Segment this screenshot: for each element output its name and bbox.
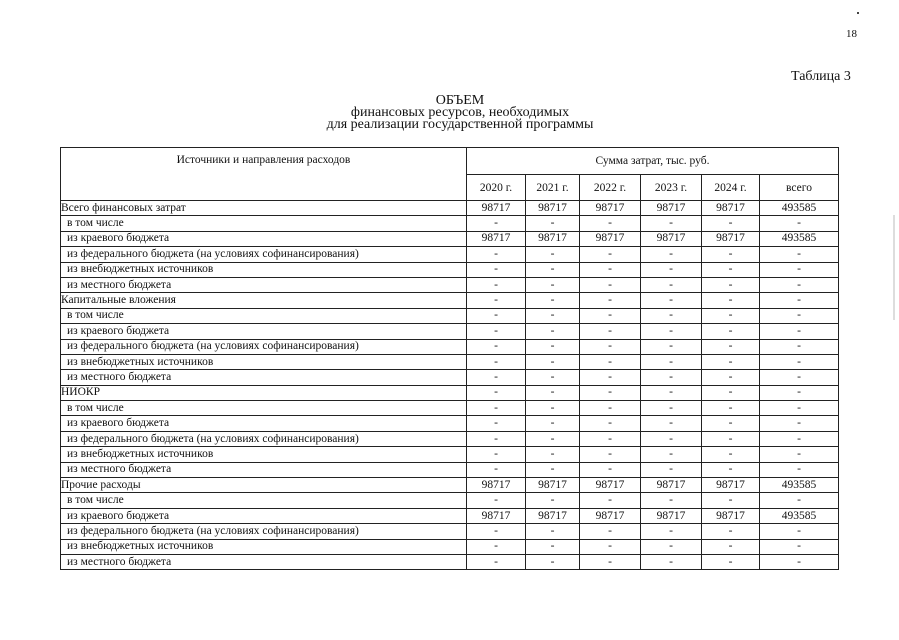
row-value: -: [526, 447, 580, 462]
row-label: Всего финансовых затрат: [61, 201, 467, 216]
table-row: [61, 508, 839, 523]
row-value: -: [641, 431, 702, 446]
row-value: -: [467, 216, 526, 231]
row-value: -: [760, 554, 839, 569]
row-value: -: [760, 539, 839, 554]
row-label: из местного бюджета: [61, 554, 467, 569]
row-value: -: [641, 277, 702, 292]
row-value: -: [702, 431, 760, 446]
row-label: в том числе: [61, 493, 467, 508]
header-year-1: 2021 г.: [526, 175, 580, 201]
row-value: -: [467, 524, 526, 539]
row-value: -: [760, 416, 839, 431]
table-row: [61, 416, 839, 431]
row-value: -: [467, 431, 526, 446]
row-value: -: [580, 354, 641, 369]
row-value: -: [702, 401, 760, 416]
row-label: из федерального бюджета (на условиях софинансирования): [61, 247, 467, 262]
row-value: -: [641, 493, 702, 508]
table-row: [61, 478, 839, 493]
row-value: 98717: [641, 201, 702, 216]
table-row: [61, 524, 839, 539]
row-value: -: [580, 524, 641, 539]
row-value: 98717: [526, 508, 580, 523]
table-row: [61, 231, 839, 246]
row-value: 493585: [760, 201, 839, 216]
row-value: -: [580, 262, 641, 277]
row-value: -: [641, 216, 702, 231]
row-value: 98717: [580, 231, 641, 246]
row-value: 98717: [580, 508, 641, 523]
row-value: -: [760, 447, 839, 462]
row-label: из внебюджетных источников: [61, 539, 467, 554]
row-value: -: [760, 493, 839, 508]
header-year-4: 2024 г.: [702, 175, 760, 201]
row-value: 98717: [526, 478, 580, 493]
row-value: 98717: [641, 231, 702, 246]
row-value: 98717: [526, 201, 580, 216]
row-value: -: [467, 262, 526, 277]
row-value: -: [641, 354, 702, 369]
row-value: -: [526, 324, 580, 339]
row-label: из федерального бюджета (на условиях софинансирования): [61, 431, 467, 446]
row-label: из внебюджетных источников: [61, 447, 467, 462]
row-value: -: [467, 539, 526, 554]
row-value: -: [580, 247, 641, 262]
table-row: [61, 324, 839, 339]
row-value: -: [580, 539, 641, 554]
table-label: Таблица 3: [791, 69, 851, 84]
row-label: из краевого бюджета: [61, 508, 467, 523]
row-value: -: [760, 339, 839, 354]
row-value: -: [580, 493, 641, 508]
row-value: -: [467, 493, 526, 508]
table-row: [61, 554, 839, 569]
title-line-3: для реализации государственной программы: [326, 117, 594, 132]
table-row: [61, 354, 839, 369]
table-row: [61, 431, 839, 446]
table-header: [61, 148, 839, 201]
table-row: [61, 201, 839, 216]
header-year-2: 2022 г.: [580, 175, 641, 201]
row-value: -: [467, 554, 526, 569]
row-value: -: [580, 385, 641, 400]
row-label: из федерального бюджета (на условиях софинансирования): [61, 524, 467, 539]
row-value: -: [702, 262, 760, 277]
row-value: -: [760, 247, 839, 262]
row-value: -: [526, 262, 580, 277]
row-label: в том числе: [61, 216, 467, 231]
row-value: 493585: [760, 508, 839, 523]
row-value: -: [641, 524, 702, 539]
row-value: -: [526, 339, 580, 354]
row-value: -: [641, 462, 702, 477]
row-value: -: [702, 216, 760, 231]
row-label: НИОКР: [61, 385, 467, 400]
row-value: -: [641, 539, 702, 554]
row-value: -: [760, 385, 839, 400]
row-value: -: [702, 293, 760, 308]
row-label: из внебюджетных источников: [61, 354, 467, 369]
row-value: -: [467, 462, 526, 477]
table-row: [61, 293, 839, 308]
title-block: [300, 95, 620, 131]
row-value: -: [467, 354, 526, 369]
row-value: -: [580, 416, 641, 431]
row-value: 98717: [467, 231, 526, 246]
row-value: 98717: [702, 478, 760, 493]
row-value: -: [641, 385, 702, 400]
row-value: 98717: [702, 231, 760, 246]
row-value: -: [702, 524, 760, 539]
row-value: -: [467, 370, 526, 385]
row-value: -: [702, 247, 760, 262]
row-value: 98717: [526, 231, 580, 246]
row-value: -: [641, 447, 702, 462]
row-value: -: [526, 431, 580, 446]
row-label: Прочие расходы: [61, 478, 467, 493]
row-value: -: [702, 385, 760, 400]
header-year-3: 2023 г.: [641, 175, 702, 201]
header-costs: Сумма затрат, тыс. руб.: [467, 148, 839, 175]
row-label: в том числе: [61, 401, 467, 416]
row-value: -: [760, 324, 839, 339]
row-value: -: [526, 293, 580, 308]
row-value: -: [580, 462, 641, 477]
row-value: -: [580, 277, 641, 292]
title-line-2: финансовых ресурсов, необходимых: [350, 105, 570, 120]
row-value: 493585: [760, 478, 839, 493]
row-value: 98717: [641, 478, 702, 493]
row-value: -: [760, 370, 839, 385]
row-value: -: [641, 262, 702, 277]
row-value: -: [760, 277, 839, 292]
row-value: -: [702, 354, 760, 369]
row-value: -: [702, 324, 760, 339]
row-value: -: [641, 247, 702, 262]
row-value: -: [467, 293, 526, 308]
row-value: -: [580, 401, 641, 416]
table-row: [61, 539, 839, 554]
row-value: 98717: [467, 508, 526, 523]
table-body: [61, 201, 839, 570]
row-value: -: [702, 308, 760, 323]
row-label: из местного бюджета: [61, 462, 467, 477]
row-value: 98717: [580, 478, 641, 493]
row-value: -: [526, 493, 580, 508]
row-value: -: [467, 339, 526, 354]
row-value: 98717: [702, 201, 760, 216]
row-value: -: [702, 554, 760, 569]
row-value: -: [760, 216, 839, 231]
row-value: -: [467, 385, 526, 400]
row-value: -: [760, 462, 839, 477]
row-value: -: [641, 339, 702, 354]
row-value: -: [526, 308, 580, 323]
row-value: -: [641, 554, 702, 569]
row-value: -: [467, 324, 526, 339]
row-value: -: [526, 370, 580, 385]
table-row: [61, 247, 839, 262]
row-value: -: [467, 308, 526, 323]
row-value: -: [467, 277, 526, 292]
row-value: -: [526, 247, 580, 262]
row-value: -: [760, 431, 839, 446]
row-label: из местного бюджета: [61, 277, 467, 292]
row-value: -: [702, 493, 760, 508]
row-label: из внебюджетных источников: [61, 262, 467, 277]
row-value: -: [760, 262, 839, 277]
finance-table: [60, 147, 839, 570]
row-value: 98717: [641, 508, 702, 523]
row-value: -: [580, 447, 641, 462]
row-value: -: [641, 416, 702, 431]
table-row: [61, 462, 839, 477]
row-value: -: [580, 554, 641, 569]
row-value: -: [580, 324, 641, 339]
row-value: -: [760, 354, 839, 369]
scan-edge: [893, 215, 895, 320]
row-value: -: [526, 524, 580, 539]
row-label: из краевого бюджета: [61, 231, 467, 246]
row-value: -: [526, 354, 580, 369]
table-row: [61, 493, 839, 508]
row-label: из краевого бюджета: [61, 324, 467, 339]
row-label: Капитальные вложения: [61, 293, 467, 308]
row-label: из местного бюджета: [61, 370, 467, 385]
row-value: -: [580, 293, 641, 308]
row-label: в том числе: [61, 308, 467, 323]
table-row: [61, 401, 839, 416]
table-row: [61, 262, 839, 277]
row-value: -: [702, 277, 760, 292]
row-value: -: [702, 339, 760, 354]
row-value: 98717: [580, 201, 641, 216]
row-value: -: [526, 462, 580, 477]
row-value: -: [526, 277, 580, 292]
row-value: -: [526, 401, 580, 416]
row-value: -: [641, 401, 702, 416]
row-value: -: [467, 401, 526, 416]
row-value: -: [580, 339, 641, 354]
header-year-5: всего: [760, 175, 839, 201]
table-row: [61, 277, 839, 292]
title-line-1: ОБЪЕМ: [435, 93, 485, 108]
row-value: 493585: [760, 231, 839, 246]
table-row: [61, 308, 839, 323]
header-year-0: 2020 г.: [467, 175, 526, 201]
row-value: -: [702, 370, 760, 385]
row-value: -: [526, 554, 580, 569]
row-value: 98717: [702, 508, 760, 523]
row-value: -: [467, 416, 526, 431]
row-value: -: [526, 539, 580, 554]
table-row: [61, 385, 839, 400]
row-value: -: [702, 462, 760, 477]
row-value: -: [641, 370, 702, 385]
row-value: -: [526, 416, 580, 431]
table-row: [61, 216, 839, 231]
table-row: [61, 447, 839, 462]
row-value: -: [760, 293, 839, 308]
row-value: 98717: [467, 478, 526, 493]
row-label: из краевого бюджета: [61, 416, 467, 431]
row-value: -: [580, 370, 641, 385]
row-value: -: [580, 308, 641, 323]
row-value: -: [467, 247, 526, 262]
row-value: -: [526, 216, 580, 231]
page-number: 18: [846, 28, 857, 40]
row-value: -: [467, 447, 526, 462]
row-value: -: [526, 385, 580, 400]
row-value: -: [702, 416, 760, 431]
row-value: -: [760, 524, 839, 539]
row-value: -: [760, 401, 839, 416]
row-value: -: [641, 308, 702, 323]
row-value: -: [641, 324, 702, 339]
row-value: -: [580, 431, 641, 446]
row-value: -: [702, 539, 760, 554]
row-value: -: [580, 216, 641, 231]
row-label: из федерального бюджета (на условиях софинансирования): [61, 339, 467, 354]
scan-mark: [857, 12, 859, 14]
table-row: [61, 339, 839, 354]
table-row: [61, 370, 839, 385]
header-sources: Источники и направления расходов: [61, 148, 467, 201]
row-value: 98717: [467, 201, 526, 216]
row-value: -: [760, 308, 839, 323]
row-value: -: [641, 293, 702, 308]
row-value: -: [702, 447, 760, 462]
